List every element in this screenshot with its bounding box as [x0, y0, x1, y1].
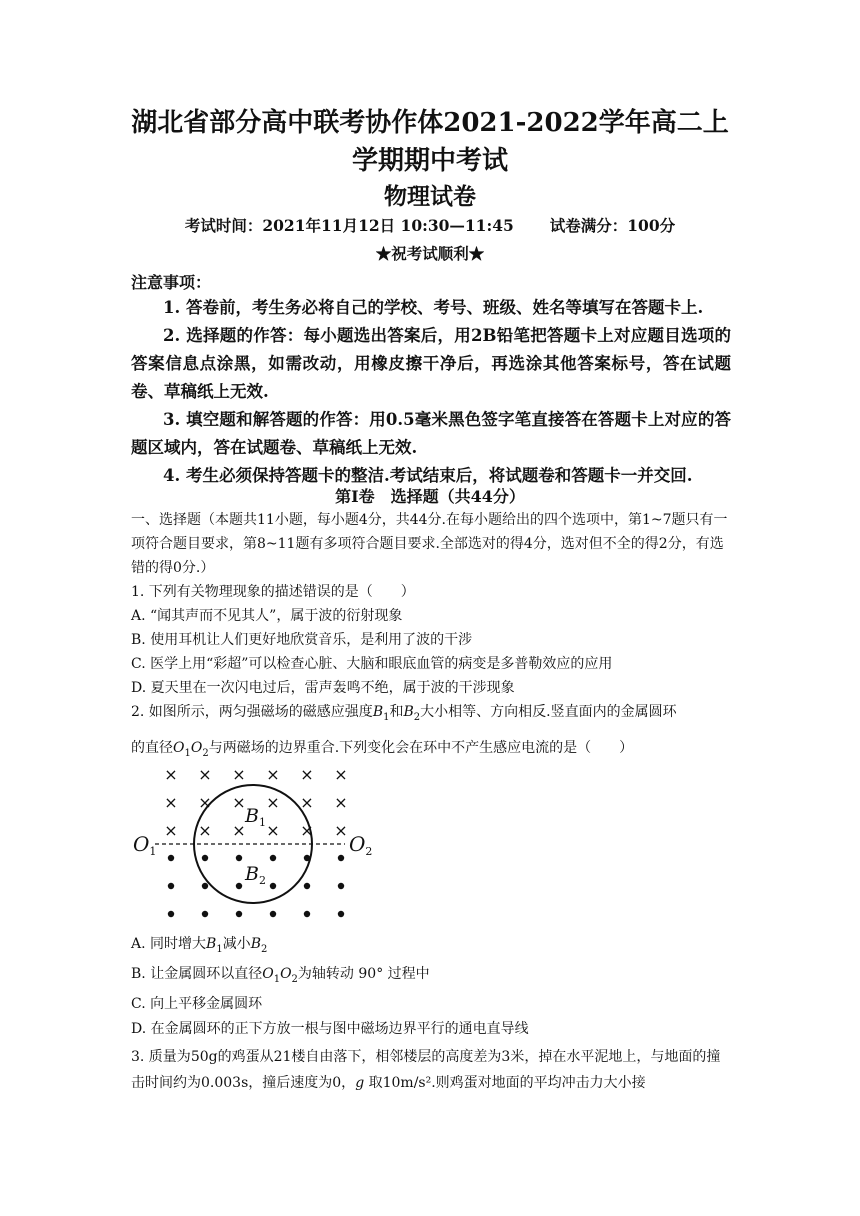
- field-cross-mark: ×: [300, 821, 314, 840]
- field-crosses-b1: [164, 765, 347, 840]
- note-item: 2. 选择题的作答：每小题选出答案后，用2B铅笔把答题卡上对应题目选项的答案信息点涂黑，如需改动，用橡皮擦干净后，再选涂其他答案标号，答在试题卷、草稿纸上无效.: [131, 326, 731, 401]
- q1-option-b: B. 使用耳机让人们更好地欣赏音乐，是利用了波的干涉: [131, 632, 473, 648]
- field-cross-mark: ×: [300, 793, 314, 812]
- q1-option-a: A. “闻其声而不见其人”，属于波的衍射现象: [131, 608, 403, 624]
- field-cross-mark: ×: [164, 821, 178, 840]
- field-cross-mark: ×: [164, 793, 178, 812]
- field-cross-mark: ×: [198, 793, 212, 812]
- field-dot-mark: [168, 883, 174, 889]
- q2-stem-line2: 的直径$O_1O_2$与两磁场的边界重合.下列变化会在环中不产生感应电流的是（ ）: [131, 739, 634, 759]
- field-cross-mark: ×: [164, 765, 178, 784]
- subject-title: 物理试卷: [384, 183, 476, 210]
- question-1: [131, 580, 731, 700]
- field-cross-mark: ×: [198, 765, 212, 784]
- field-dot-mark: [202, 911, 208, 917]
- question-2: [131, 700, 731, 766]
- field-cross-mark: ×: [232, 765, 246, 784]
- field-cross-mark: ×: [266, 765, 280, 784]
- field-dot-mark: [270, 855, 276, 861]
- field-dot-mark: [168, 911, 174, 917]
- field-dot-mark: [236, 855, 242, 861]
- field-dot-mark: [338, 883, 344, 889]
- field-cross-mark: ×: [232, 793, 246, 812]
- note-item: 1. 答卷前，考生务必将自己的学校、考号、班级、姓名等填写在答题卡上.: [163, 298, 704, 317]
- field-dot-mark: [168, 855, 174, 861]
- field-dot-mark: [304, 883, 310, 889]
- label-b2: $B_2$: [245, 863, 266, 887]
- label-b1: $B_1$: [245, 805, 266, 829]
- q1-option-c: C. 医学上用“彩超”可以检查心脏、大脑和眼底血管的病变是多普勒效应的应用: [131, 656, 613, 672]
- magnetic-field-diagram: [131, 760, 391, 928]
- field-dot-mark: [202, 855, 208, 861]
- field-dot-mark: [236, 911, 242, 917]
- q2-option-c: C. 向上平移金属圆环: [131, 995, 263, 1012]
- field-cross-mark: ×: [334, 793, 348, 812]
- q2-stem-line1: 2. 如图所示，两匀强磁场的磁感应强度$B_1$和$B_2$大小相等、方向相反.竖直面内的金属圆环: [131, 704, 677, 723]
- field-cross-mark: ×: [266, 821, 280, 840]
- q2-option-b: B. 让金属圆环以直径$O_1O_2$为轴转动 90° 过程中: [131, 965, 430, 985]
- q2-option-d: D. 在金属圆环的正下方放一根与图中磁场边界平行的通电直导线: [131, 1020, 529, 1037]
- field-cross-mark: ×: [334, 821, 348, 840]
- q3-stem: 3. 质量为50g的鸡蛋从21楼自由落下，相邻楼层的高度差为3米，掉在水平泥地上，与地面的撞击时间约为0.003s，撞后速度为0，g 取10m/s².则鸡蛋对地面的平均冲击力大小接: [131, 1049, 721, 1091]
- blessing: ★祝考试顺利★: [375, 244, 485, 263]
- field-cross-mark: ×: [266, 793, 280, 812]
- field-cross-mark: ×: [198, 821, 212, 840]
- field-cross-mark: ×: [334, 765, 348, 784]
- field-cross-mark: ×: [232, 821, 246, 840]
- label-o2: $O_2$: [349, 832, 373, 858]
- q1-option-d: D. 夏天里在一次闪电过后，雷声轰鸣不绝，属于波的干涉现象: [131, 680, 515, 696]
- full-score: 试卷满分：100分: [549, 216, 676, 235]
- exam-meta: [0, 214, 860, 236]
- field-dot-mark: [270, 883, 276, 889]
- page-title: 湖北省部分高中联考协作体2021-2022学年高二上学期期中考试: [131, 108, 729, 176]
- q1-stem: 1. 下列有关物理现象的描述错误的是（ ）: [131, 584, 415, 600]
- field-dot-mark: [236, 883, 242, 889]
- note-item: 4. 考生必须保持答题卡的整洁.考试结束后，将试题卷和答题卡一并交回.: [163, 466, 693, 485]
- field-dot-mark: [338, 911, 344, 917]
- label-o1: $O_1$: [133, 832, 157, 858]
- field-dot-mark: [202, 883, 208, 889]
- notes-heading: 注意事项：: [131, 273, 212, 292]
- section-intro-text: 一、选择题（本题共11小题，每小题4分，共44分.在每小题给出的四个选项中，第1~7题只有一项符合题目要求，第8~11题有多项符合题目要求.全部选对的得4分，选对但不全的得2分，有选错的得0分.）: [131, 512, 728, 576]
- section-heading: 第Ⅰ卷 选择题（共44分）: [335, 487, 525, 506]
- field-dot-mark: [270, 911, 276, 917]
- exam-time: 考试时间：2021年11月12日 10:30—11:45: [184, 216, 514, 235]
- question-3: [131, 1044, 731, 1096]
- field-dot-mark: [304, 911, 310, 917]
- question-2-options: [131, 932, 731, 1042]
- q2-option-a: A. 同时增大$B_1$减小$B_2$: [131, 936, 268, 955]
- field-cross-mark: ×: [300, 765, 314, 784]
- note-item: 3. 填空题和解答题的作答：用0.5毫米黑色签字笔直接答在答题卡上对应的答题区域内，答在试题卷、草稿纸上无效.: [131, 410, 731, 457]
- section-intro: [131, 508, 731, 580]
- field-dot-mark: [338, 855, 344, 861]
- notes-list: [131, 294, 731, 490]
